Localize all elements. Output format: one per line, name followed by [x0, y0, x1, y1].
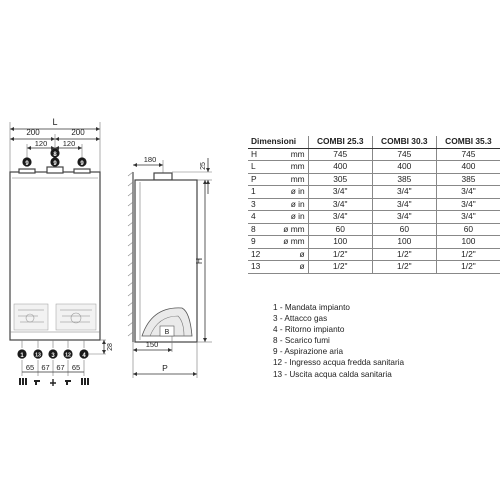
- cell-combi-30: 3/4": [372, 211, 436, 224]
- svg-text:4: 4: [82, 352, 86, 359]
- top-connection-9-center: [50, 157, 59, 166]
- table-row: [248, 261, 500, 274]
- cell-combi-30: 1/2": [372, 261, 436, 274]
- header-combi-30: COMBI 30.3: [372, 136, 436, 148]
- top-connection-9-left: [22, 157, 31, 166]
- cell-combi-25: 3/4": [308, 186, 372, 199]
- side-view: [128, 155, 212, 378]
- row-unit: ø in: [274, 211, 308, 224]
- table-header-row: [248, 136, 500, 148]
- cell-combi-25: 745: [308, 148, 372, 161]
- cell-combi-30: 100: [372, 236, 436, 249]
- row-symbol: 3: [248, 198, 274, 211]
- cell-combi-35: 3/4": [436, 211, 500, 224]
- row-symbol: 1: [248, 186, 274, 199]
- cell-combi-25: 60: [308, 223, 372, 236]
- front-top-spacing-right: 120: [62, 139, 76, 148]
- bottom-spacing-2: 67: [41, 363, 50, 372]
- front-half-width-left: 200: [26, 128, 40, 137]
- cell-combi-30: 745: [372, 148, 436, 161]
- cell-combi-25: 3/4": [308, 198, 372, 211]
- cell-combi-35: 3/4": [436, 186, 500, 199]
- row-unit: ø in: [274, 186, 308, 199]
- bottom-spacing-1: 65: [25, 363, 35, 372]
- front-width-label: L: [52, 117, 58, 127]
- wall-hatch: [128, 172, 133, 336]
- cell-combi-30: 385: [372, 173, 436, 186]
- cell-combi-35: 385: [436, 173, 500, 186]
- height-label: H: [194, 257, 204, 265]
- front-half-width-right: 200: [71, 128, 85, 137]
- cell-combi-35: 1/2": [436, 261, 500, 274]
- cell-combi-35: 1/2": [436, 248, 500, 261]
- cell-combi-35: 60: [436, 223, 500, 236]
- row-symbol: P: [248, 173, 274, 186]
- table-body: [248, 148, 500, 273]
- header-combi-35: COMBI 35.3: [436, 136, 500, 148]
- depth-label: P: [162, 363, 168, 373]
- legend-item: 1 - Mandata impianto: [273, 303, 350, 312]
- cell-combi-35: 400: [436, 161, 500, 174]
- cell-combi-30: 60: [372, 223, 436, 236]
- bottom-connection-12: [63, 340, 72, 359]
- top-connection-9-right: [77, 157, 86, 166]
- svg-text:1: 1: [20, 352, 24, 359]
- cell-combi-30: 3/4": [372, 198, 436, 211]
- row-unit: ø in: [274, 198, 308, 211]
- cell-combi-30: 1/2": [372, 248, 436, 261]
- legend-item: 3 - Attacco gas: [273, 314, 328, 324]
- table-row: [248, 236, 500, 249]
- legend-item: 8 - Scarico fumi: [273, 336, 330, 346]
- row-unit: ø mm: [274, 223, 308, 236]
- table-row: [248, 173, 500, 186]
- heating-return-icon: [81, 378, 89, 385]
- cell-combi-35: 3/4": [436, 198, 500, 211]
- dimensions-table: [248, 136, 500, 274]
- row-unit: ø mm: [274, 236, 308, 249]
- table-row: [248, 198, 500, 211]
- hot-water-tap-icon: [34, 380, 40, 385]
- flue-offset-label: 180: [143, 155, 157, 164]
- svg-text:12: 12: [65, 352, 71, 359]
- table-row: [248, 148, 500, 161]
- header-dimensioni: Dimensioni: [248, 136, 308, 148]
- table-row: [248, 211, 500, 224]
- cell-combi-30: 400: [372, 161, 436, 174]
- row-symbol: 13: [248, 261, 274, 274]
- table-row: [248, 223, 500, 236]
- cell-combi-35: 100: [436, 236, 500, 249]
- svg-text:9: 9: [25, 160, 29, 167]
- svg-text:9: 9: [80, 160, 84, 167]
- cell-combi-25: 400: [308, 161, 372, 174]
- row-symbol: 8: [248, 223, 274, 236]
- cold-water-tap-icon: [65, 380, 71, 385]
- bottom-connection-4: [79, 340, 88, 359]
- svg-text:9: 9: [53, 160, 57, 167]
- legend-item: 4 - Ritorno impianto: [273, 325, 345, 335]
- front-top-spacing-left: 120: [34, 139, 48, 148]
- cell-combi-25: 1/2": [308, 261, 372, 274]
- table-row: [248, 161, 500, 174]
- row-symbol: 4: [248, 211, 274, 224]
- heating-flow-icon: [19, 378, 27, 385]
- row-symbol: L: [248, 161, 274, 174]
- row-unit: mm: [274, 173, 308, 186]
- front-view: [10, 117, 114, 386]
- cell-combi-25: 100: [308, 236, 372, 249]
- svg-text:8: 8: [53, 151, 57, 158]
- bottom-connection-13: [33, 340, 42, 359]
- inner-label: B: [164, 329, 170, 336]
- header-combi-25: COMBI 25.3: [308, 136, 372, 148]
- bottom-connection-3: [48, 340, 57, 359]
- bottom-spacing-4: 65: [71, 363, 81, 372]
- legend-item: 9 - Aspirazione aria: [273, 347, 344, 357]
- connection-legend: [273, 302, 404, 380]
- svg-text:3: 3: [51, 352, 55, 359]
- cell-combi-35: 745: [436, 148, 500, 161]
- bottom-connection-1: [17, 340, 26, 359]
- row-symbol: H: [248, 148, 274, 161]
- row-unit: ø: [274, 261, 308, 274]
- top-offset-label: 25: [200, 162, 207, 170]
- cell-combi-30: 3/4": [372, 186, 436, 199]
- cell-combi-25: 305: [308, 173, 372, 186]
- row-unit: mm: [274, 148, 308, 161]
- bottom-offset-side-label: 150: [145, 340, 159, 349]
- bottom-offset-label: 28: [107, 343, 114, 351]
- row-symbol: 9: [248, 236, 274, 249]
- row-unit: ø: [274, 248, 308, 261]
- cell-combi-25: 1/2": [308, 248, 372, 261]
- legend-item: 12 - Ingresso acqua fredda sanitaria: [273, 358, 405, 368]
- row-symbol: 12: [248, 248, 274, 261]
- svg-text:13: 13: [35, 352, 41, 359]
- table-row: [248, 248, 500, 261]
- top-connection-8: [50, 148, 59, 157]
- row-unit: mm: [274, 161, 308, 174]
- gas-icon: [50, 379, 56, 386]
- legend-item: 13 - Uscita acqua calda sanitaria: [273, 369, 392, 379]
- bottom-spacing-3: 67: [56, 363, 65, 372]
- table-row: [248, 186, 500, 199]
- cell-combi-25: 3/4": [308, 211, 372, 224]
